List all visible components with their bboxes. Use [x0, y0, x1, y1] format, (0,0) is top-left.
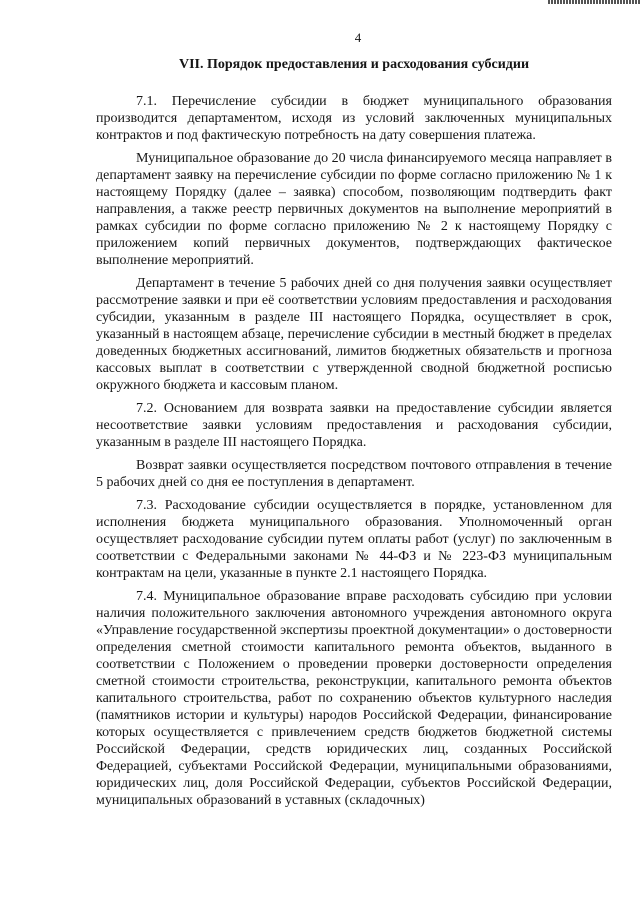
paragraph-7-2: 7.2. Основанием для возврата заявки на предоставление субсидии является несоответствие заявки условиям предоставления и расходования субсидии, указанным в разделе III настоящего Порядка.: [96, 401, 612, 450]
paragraph-7-1: 7.1. Перечисление субсидии в бюджет муниципального образования производится департаментом, исходя из условий заключенных муниципальных контрактов и под фактическую потребность на дату совершения платежа.: [96, 94, 612, 143]
section-title: VII. Порядок предоставления и расходования субсидии: [178, 57, 530, 72]
paragraph-department-review: Департамент в течение 5 рабочих дней со дня получения заявки осуществляет рассмотрение заявки и при её соответствии условиям предоставления и расходования субсидии, указанным в разделе III настоящего Порядка, осуществляет в срок, указанный в настоящем абзаце, перечисление субсидии в местный бюджет в пределах доведенных бюджетных ассигнований, лимитов бюджетных обязательств и прогноза кассовых выплат в соответствии с утвержденной сводной бюджетной росписью окружного бюджета и кассовым планом.: [96, 276, 612, 393]
paragraph-7-3: 7.3. Расходование субсидии осуществляется в порядке, установленном для исполнения бюджета муниципального образования. Уполномоченный орган осуществляет расходование субсидии путем оплаты работ (услуг) по заключенным в соответствии с Федеральными законами № 44-ФЗ и № 223-ФЗ муниципальным контрактам на цели, указанные в пункте 2.1 настоящего Порядка.: [96, 498, 612, 581]
paragraph-application-return: Возврат заявки осуществляется посредством почтового отправления в течение 5 рабочих дней со дня ее поступления в департамент.: [96, 458, 612, 490]
document-page: [96, 30, 612, 809]
scan-artifact-mark: [548, 0, 640, 4]
paragraph-7-4: 7.4. Муниципальное образование вправе расходовать субсидию при условии наличия положительного заключения автономного учреждения автономного округа «Управление государственной экспертизы проектной документации» о достоверности определения сметной стоимости капитального ремонта объектов, выданного в соответствии с Положением о проведении проверки достоверности определения сметной стоимости строительства, реконструкции, капитального ремонта объектов капитального строительства, работ по сохранению объектов культурного наследия (памятников истории и культуры) народов Российской Федерации, финансирование которых осуществляется с привлечением средств бюджетов бюджетной системы Российской Федерации, средств юридических лиц, созданных Российской Федерацией, субъектами Российской Федерации, муниципальными образованиями, юридических лиц, доля Российской Федерации, субъектов Российской Федерации, муниципальных образований в уставных (складочных): [96, 589, 612, 808]
paragraph-application-submission: Муниципальное образование до 20 числа финансируемого месяца направляет в департамент заявку на перечисление субсидии по форме согласно приложению № 1 к настоящему Порядку (далее – заявка) способом, позволяющим подтвердить факт направления, а также реестр первичных документов на выполнение мероприятий в рамках субсидии по форме согласно приложению № 2 к настоящему Порядку с приложением копий первичных документов, подтверждающих фактическое выполнение мероприятий.: [96, 151, 612, 268]
page-number: 4: [354, 30, 362, 45]
